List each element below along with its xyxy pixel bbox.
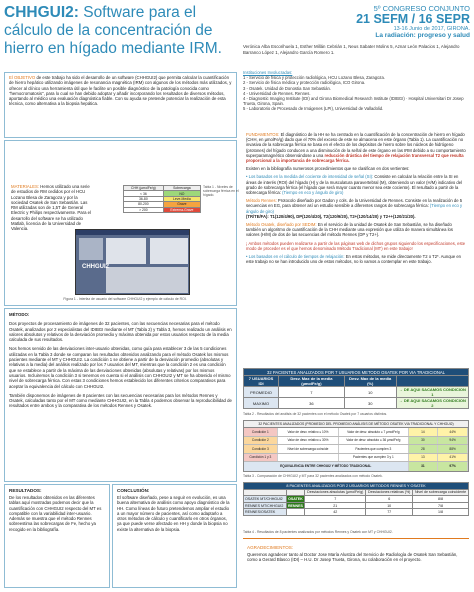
table-cell: 94% [438, 437, 468, 445]
table-cell: < 36 [124, 191, 164, 196]
table-cell: Leve-Media [163, 196, 200, 201]
title-prefix: CHHGUI2: [4, 4, 79, 21]
fundamentals-note: ¡ Ambos métodos pueden realizarse a partir de las páginas web de dichos grupos siguiendo los especificaciones, este modo de proceder es el que hemos denominado Método Tradicional (MT) en este trabajo! [246, 240, 466, 251]
method-paragraph: Dos proyectos de procesamiento de imágenes de 32 pacientes, con las secuencias necesarias para el método Osatek, analizados por 2 especialistas del IDIBGI mediante el MT (Tabla 2) y Tabla 3, hemos realizado un análisis en valores absolutos y relativos de la desviación promedio y máxima obtenida por estos usuarios respecto de la media calculada de sus resultados. [9, 321, 232, 343]
conclusion-text: El software diseñado, pese a seguir en evolución, es una buena alternativa de análisis como apoyo diagnóstico de la HH. Como líneas de futuro pretendemos ampliar el estudio a un mayor número de pacientes, así como adaptarlo a otros métodos de cálculo y cuantificarlo en otros órganos, ya que puede verse afectado en HH y donde la biopsia no existe la alternativa de la biopsia. [117, 495, 230, 532]
table-cell: Condición 1 [244, 428, 278, 436]
table-cell: > 200 [124, 207, 164, 212]
table-cell: 10 [344, 387, 396, 398]
method-section [4, 308, 237, 482]
table3 [243, 420, 469, 472]
table4-caption: Tabla 4 - Resultados de 8 pacientes analizados por métodos Rennes y Osatek con MT y CHHGUI2. [243, 530, 393, 534]
poster-title [4, 4, 237, 72]
institutions [243, 70, 469, 128]
table-cell: Condición 1 y 3 [244, 454, 278, 462]
table-header: Desv. Max de la media (%) [344, 376, 396, 387]
software-logo: CHHGUI2 [82, 264, 110, 270]
method-t2-text: En estos métodos, se mide directamente T2 o T2*. Aunque en este trabajo no se han introducido uno de estos métodos, no lo vamos a contemplar en este trabajo. [246, 254, 462, 265]
institution-item: 3 - Osatek. Unidad de Donostia San Sebastián. [243, 85, 331, 91]
table-cell: MAXIMO [244, 398, 279, 409]
table-header: CHH (µmolFe/g) [124, 186, 164, 191]
table-cell: 8/8 [413, 496, 469, 503]
institutions-heading: Instituciones Involucradas: [243, 70, 293, 75]
materials-lead: MATERIALES: [11, 184, 40, 189]
table4-title: 8 PACIENTES ANALIZADOS POR 2 USUARIOS METODOS RENNES Y OSATEK [244, 483, 469, 490]
table-cell: 80-200 [124, 202, 164, 207]
table-cell: → DE AQUI SACAMOS CONDICION 2 [396, 398, 468, 409]
table-cell: 41% [438, 454, 468, 462]
table-header [244, 489, 287, 496]
table-header: Desviaciones relativas (%) [366, 489, 413, 496]
results-text: De los resultados obtenidos en las diferentes tablas aquí mostradas podemos decir que la cuantificación con CHHGUI2 respecto del MT es compatible con la variabilidad inter-usuario. Además se muestra que el método Rennes sobreestima las sobrecargas de Fe, hecho ya recogido en la bibliografía. [9, 495, 102, 532]
fundamentals-text: El diagnóstico de la HH se ha centrado en la cuantificación de la concentración de hierro en hígado (CHH, en µmolFe/g) dado que el 70% del exceso de este se almacena en este órgano (Tabla 1). La cuantificación no invasiva de la sobrecarga férrica se basa en el efecto de los depósitos de hierro sobre los núcleos de hidrógeno (protones) del hígado conducen a una disminución de la señal de este órgano en las IRM debido a su comportamiento superparamagnético observándose a una [246, 132, 466, 158]
institution-item: 1 - Servicio de física y protección radiológica, HCU Lozano Blesa, Zaragoza. [243, 75, 385, 81]
table-row [244, 454, 468, 463]
table-cell: 13 [409, 454, 439, 462]
table-cell: Nivel de sobrecarga coincide [278, 445, 339, 453]
table2-caption: Tabla 2 - Resultados del análisis de 32 pacientes con el método Osatek por 7 usuarios distintos. [243, 412, 388, 416]
acknowledgements-section [243, 542, 469, 588]
objective-text: de este trabajo ha sido el desarrollo de un software (CHHGUI2) que permita calcular la cuantificación de hierro hepático utilizando imágenes de resonancia magnética (IRM) con algunos de los métodos más utilizados, y ofrecer al clínico una herramienta útil que le facilite un posible diagnóstico de la patología conocida como "hemocromatosis", para lo cual se han debido adoptar y añadir incorporando los resultados de diversos métodos, aportando al médico una evaluación diagnóstica fiable. Con su ayuda se pretende potenciar la realización de esta técnica, como alternativa a la biopsia hepática. [9, 75, 232, 107]
table-row [244, 437, 468, 446]
method-si-lead: • Los basados en la medida del cociente de intensidad de señal (SI): [246, 174, 374, 180]
table-cell: RENNES [287, 503, 303, 508]
table-cell: → DE AQUI SACAMOS CONDICION 1 [396, 387, 468, 398]
table2 [243, 368, 469, 410]
table-cell: 10 [366, 502, 413, 509]
results-title: RESULTADOS: [9, 488, 42, 493]
figure1-caption: Figura 1 - Interfaz de usuario del software CHHGUI2 y ejemplo de cálculo de ROI. [63, 297, 187, 301]
overload-levels-table [123, 185, 201, 213]
table-cell: 30 [409, 437, 439, 445]
table4 [243, 482, 469, 530]
congress-banner [312, 4, 470, 46]
acknowledgements-title: AGRADECIMIENTOS: [247, 545, 294, 550]
method-lead: MÉTODO: [9, 312, 30, 317]
table-cell: OSATEK MT/CHHGUI2 [244, 496, 287, 503]
method-si-tag: (Tiempo en eco y ángulo de giro) [282, 190, 344, 196]
table-cell: OSATEK [288, 496, 303, 501]
institution-item: 2 - Servicio de física médica y protección radiológica, ICO Girona. [243, 80, 366, 86]
table-cell: RENNES/OSATEK [244, 509, 287, 516]
method-paragraph: También disponemos de imágenes de 8 pacientes con las secuencias necesarias para los métodos Rennes y Osatek, calculadas tanto por el MT como mediante CHHGUI2, en la Tabla 4 podemos observar la reproducibilidad de resultados entre ambos y la comparativa de los métodos Rennes y Osatek. [9, 392, 232, 409]
table-cell: 42 [305, 509, 366, 516]
table-cell: 7 [305, 496, 366, 503]
materials-section [4, 140, 237, 306]
table-cell: Extrema-Grave [163, 207, 200, 212]
table-header: 7 USUARIOS IDI [244, 376, 279, 387]
table-header: Sobrecarga [163, 186, 200, 191]
results-section [4, 484, 110, 588]
congress-edition: 5º CONGRESO CONJUNTO [373, 4, 470, 13]
rennes-tag: (Tiempo en eco y ángulo de giro) [246, 203, 463, 214]
osatek-text: En el servicio de la unidad de Osatek de San Sebastián, se ha diseñado también un algoritmo de cuantificación de la CHH mediante una expresión que utiliza de manera simultánea los valores (H/M) de dos de las secuencias del método Rennes (DP y T2+). [246, 222, 453, 238]
materials-body: Hemos utilizado una serie de estudios de RM cedidos por el HCU Lozano Blesa de Zaragoza y por la sociedad Osatek de San Sebastián. Las RM utilizadas son de 1,5T de General Electric y Philips respectivamente. Para el desarrollo del software se ha utilizado Matlab, licencia de la Universidad de Valencia. [11, 184, 92, 232]
table-header: Desv. Max de la media (µmolFe/g) [279, 376, 345, 387]
software-screenshot [75, 229, 190, 295]
table-cell: Pacientes que cumplen 3 y 1 [339, 454, 408, 462]
table-row [244, 462, 468, 471]
table-cell: 88% [438, 445, 468, 453]
table-header [396, 376, 468, 387]
table-cell: EQUIVALENCIA ENTRE CHHGUI2 Y MÉTODO TRADICIONAL [244, 462, 409, 471]
objective-lead: El OBJETIVO [9, 75, 36, 80]
institution-item: 4 - Universidad de Rennes. Rennes. [243, 90, 311, 96]
divider [243, 538, 469, 539]
table-cell: NO [163, 191, 200, 196]
rennes-text: Protocolo diseñado por Gadon y cols. de la Universidad de Rennes. Consiste en la realización de 5 secuencias en EG, para obtener así un estudio sensible a diferentes rangos de sobrecarga férrica: [246, 198, 463, 209]
table-header: Desviaciones absolutas (µmolFe/g) [305, 489, 366, 496]
fundamentals-text: Existen en la bibliografía numerosos procedimientos que se clasifican en dos vertientes: [246, 166, 410, 172]
table1-caption: Tabla 1 - Niveles de sobrecarga férrica en el hígado. [203, 185, 239, 198]
table-cell: 6 [366, 496, 413, 503]
table-row [244, 428, 468, 437]
title-text: Software para el cálculo de la concentración de hierro en hígado mediante IRM. [4, 4, 222, 57]
table-cell: 44% [438, 428, 468, 436]
rennes-formula: (TR/TE/FA): T1(120/4/90), DP(120/4/20), T2(120/9/20), T2+(120/14/20) y T2++(120/21/20). [246, 213, 416, 219]
method-si-text: Consiste en calcular la relación entre la SI en áreas de interés (ROI) del hígado (H) y de la musculatura paravertebral (M), obteniendo un valor (H/M) indicativo del grado de sobrecarga férrica (el hígado que será mayor cuanto menor sea este cociente). El resultado a partir de la sobrecarga férrica: [246, 174, 462, 196]
conclusion-title: CONCLUSIÓN: [117, 488, 150, 493]
objective-section [4, 72, 237, 138]
table-cell: Valor de desv. relativo ≤ 30% [278, 437, 339, 445]
table3-title: 32 PACIENTES ANALIZADOS (PROMEDIO DEL PROMEDIO ANÁLISIS DE MÉTODO OSATEK VIA TRADICIONAL Y CHHGUI2) [244, 421, 468, 428]
table-cell: Pacientes que cumplen 3 [339, 445, 408, 453]
institution-item: 5 - Laboratorio de Procesado de Imágenes (LPI), Universidad de Valladolid. [243, 106, 384, 112]
congress-motto: La radiación: progreso y salud [375, 32, 470, 39]
fundamentals-highlight: reducción drástica del tiempo de relajación transversal T2 que resulta proporcional a la importancia de sobrecarga férrica. [246, 152, 464, 164]
institution-item: 4 - Diagnostic Imaging Institute (IDI) and Girona Biomedical Research Institute (IDIBGI) · Hospital Universitari Dr Josep Trueta, Girona, Spain. [243, 96, 464, 107]
table-cell: Valor de desv. relativo ≤ 10% [278, 428, 339, 436]
authors: Verónica Alba Escorihuela 1, Esther Millán Cebrián 1, Neus Sabater Molins 5, Aznar León Palacios 1, Alejandro Barranco López 1, Alejandro García Romero 1. [243, 44, 460, 55]
table-cell: RENNES MT/CHHGUI2 [244, 502, 287, 509]
rennes-lead: Método Rennes: [246, 198, 277, 204]
method-paragraph: Nos hemos servido de las desviaciones inter-usuario obtenidas, como guía para establecer 3 de las 5 condiciones utilizadas en la Tabla 3 donde se comparan los resultados obtenidos analizando para el método Osatek los mismos pacientes mediante el MT y CHHGUI2. La condición 1 se obtiene a partir de la desviación promedio (absolutas y relativas a la media) del análisis realizado por los 7 usuarios del MT, mientras que la condición 2 es una condición que se establece a partir de la máxima de las desviaciones obtenidas (absolutas y relativas) por los mismos usuarios. Incluiremos la condición 3 si tenemos en cuenta si el análisis con CHHGUI2 y MT se ha obtenido el mismo nivel de sobrecarga férrica. Con estas 3 condiciones hemos establecido los diferentes criterios comparativos para aceptar la equivalencia del cálculo con CHHGUI2. [9, 346, 231, 389]
table-cell: Valor de desv. absoluto ≤ 36 µmolFe/g [339, 437, 408, 445]
table-cell [286, 509, 305, 516]
table-cell: 7/8 [413, 502, 469, 509]
table-cell: 30 [344, 398, 396, 409]
table-cell: Valor de desv. absoluto ≤ 7 µmolFe/g [339, 428, 408, 436]
table-cell: 21 [305, 502, 366, 509]
table3-caption: Tabla 3 - Comparación de CHHGUI2 y MT para 32 pacientes analizados con método Osatek. [243, 474, 383, 478]
osatek-lead: Método Osatek, diseñado por SEDIM: [246, 222, 317, 228]
acknowledgements-text: Queremos agradecer tanto al Doctor Jose María Alustiza del Servicio de Radiología de Osatek San Sebastián, como a Gerard Blasco (IDI) – H.U. Dr Josep Trueta, Girona, su colaboración en el proyecto. [247, 552, 458, 563]
table2-title: 32 PACIENTES ANALIZADOS POR 7 USUARIOS METODO OSATEK POR VIA TRADICIONAL [244, 369, 469, 376]
table-cell: Condición 3 [244, 445, 278, 453]
table-cell: Condición 2 [244, 437, 278, 445]
table-header [286, 489, 305, 496]
table-row [244, 445, 468, 454]
table-cell: 28 [409, 445, 439, 453]
conclusion-section [112, 484, 237, 588]
table-cell [278, 454, 339, 462]
fundamentals-section [243, 130, 469, 366]
table-cell: 36-80 [124, 196, 164, 201]
method-t2-lead: • Los basados en el cálculo de tiempos de relajación: [246, 254, 345, 260]
table-cell: 36 [279, 398, 345, 409]
fundamentals-lead: FUNDAMENTOS: [246, 132, 280, 137]
table-cell: 1/8 [413, 509, 469, 516]
table-cell: 7 [279, 387, 345, 398]
table-cell: 14 [409, 428, 439, 436]
table-cell: Grave [163, 202, 200, 207]
table-cell: 31 [409, 462, 439, 471]
table-cell: PROMEDIO [244, 387, 279, 398]
table-cell: 77 [366, 509, 413, 516]
table-header: Nivel de sobrecarga coincidente [413, 489, 469, 496]
congress-name: 21 SEFM / 16 SEPR [356, 12, 470, 26]
table-cell: 97% [438, 462, 468, 471]
congress-dates: 13-16 Junio de 2017, GIRONA. [393, 26, 470, 32]
